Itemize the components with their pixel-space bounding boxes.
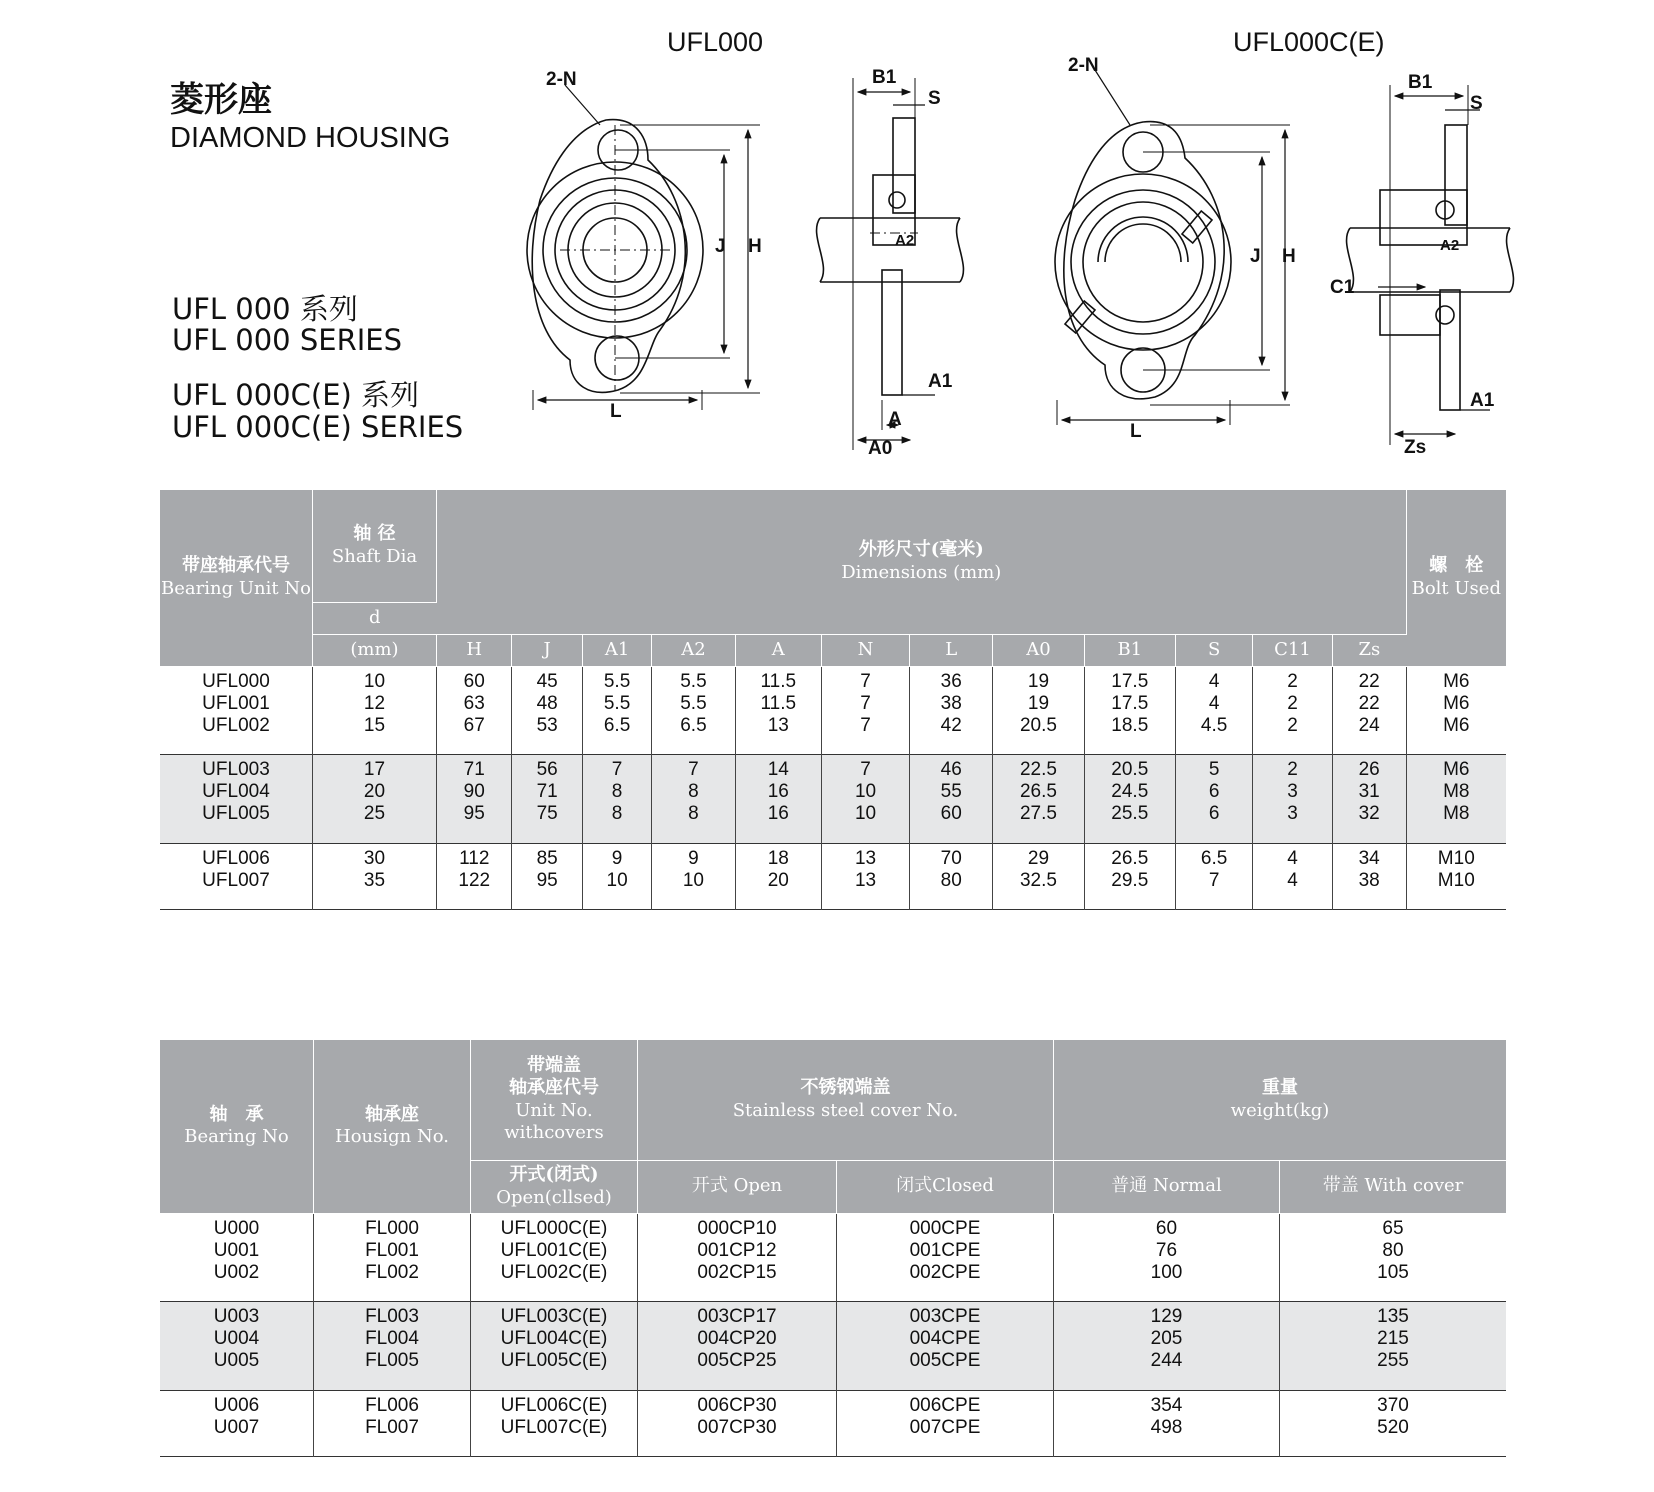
table-cell: 5 6 6: [1175, 754, 1252, 843]
label-a2-left: A2: [895, 232, 915, 249]
label-b1-left: B1: [872, 67, 897, 88]
table-cell: 370 520: [1377, 1394, 1409, 1438]
header-text: 轴 径: [353, 523, 396, 545]
col-cover-header: [638, 1040, 1054, 1160]
table-cell: UFL006 UFL007: [160, 843, 312, 909]
col-s: S: [1175, 634, 1252, 666]
label-a1-left: A1: [928, 371, 953, 392]
table-cell: 4 4: [1253, 843, 1332, 909]
col-bearing-header: [160, 1040, 314, 1213]
table-cell: 000CPE 001CPE 002CPE: [837, 1213, 1054, 1301]
table-cell: 56 71 75: [512, 754, 582, 843]
table-cell: 17.5 17.5 18.5: [1084, 666, 1175, 754]
header-text: Bolt Used: [1411, 577, 1501, 599]
diagram-title-ufl000ce: UFL000C(E): [1233, 27, 1385, 57]
col-h: H: [437, 634, 512, 666]
table-cell: 71 90 95: [437, 754, 512, 843]
table-cell: 18 20: [735, 843, 821, 909]
label-l-left: L: [610, 401, 622, 422]
table-cell: 9 10: [652, 843, 735, 909]
table-cell: 7 8 8: [652, 754, 735, 843]
covers-weights-table: [160, 1040, 1506, 1457]
table-cell: 17 20 25: [312, 754, 436, 843]
col-weight-header: [1054, 1040, 1507, 1160]
header-text: 轴承座: [365, 1103, 419, 1125]
col-a0: A0: [993, 634, 1084, 666]
table-cell: 26.5 29.5: [1084, 843, 1175, 909]
series-line-2: UFL 000 SERIES: [172, 323, 403, 357]
series-line-1: UFL 000 系列: [172, 292, 358, 326]
label-a1-right: A1: [1470, 390, 1495, 411]
label-2n-left: 2-N: [546, 69, 577, 90]
table-cell: 36 38 42: [910, 666, 993, 754]
technical-drawings: [0, 0, 1654, 470]
table-cell: UFL003 UFL004 UFL005: [160, 754, 312, 843]
header-text: Shaft Dia: [331, 545, 418, 567]
table-cell: 13 13: [821, 843, 909, 909]
label-s-right: S: [1470, 93, 1483, 114]
table-cell: 5.5 5.5 6.5: [652, 666, 735, 754]
col-unit-sub: [471, 1160, 638, 1213]
table-cell: 26 31 32: [1332, 754, 1406, 843]
label-s-left: S: [928, 88, 941, 109]
table-cell: 006CP30 007CP30: [638, 1390, 837, 1456]
table-cell: 34 38: [1332, 843, 1406, 909]
col-unit-header: [471, 1040, 638, 1160]
table-cell: 129 205 244: [1054, 1301, 1280, 1390]
col-a2: A2: [652, 634, 735, 666]
header-text: Bearing Unit No: [161, 577, 311, 599]
table-cell: UFL000 UFL001 UFL002: [160, 666, 312, 754]
label-zs-right: Zs: [1404, 437, 1427, 458]
table-cell: UFL006C(E) UFL007C(E): [471, 1390, 638, 1456]
header-text: 重量: [1262, 1077, 1298, 1099]
label-h-left: H: [748, 236, 762, 257]
table-cell: U000 U001 U002: [160, 1213, 314, 1301]
table-cell: 22.5 26.5 27.5: [993, 754, 1084, 843]
header-text: 螺 栓: [1429, 555, 1484, 577]
col-normal: 普通 Normal: [1054, 1160, 1280, 1213]
table-cell: UFL000C(E) UFL001C(E) UFL002C(E): [471, 1213, 638, 1301]
ufl000-side-view: [817, 78, 964, 450]
label-b1-right: B1: [1408, 72, 1433, 93]
col-housing-header: [314, 1040, 471, 1213]
table-cell: UFL003C(E) UFL004C(E) UFL005C(E): [471, 1301, 638, 1390]
col-a1: A1: [582, 634, 651, 666]
table-row: [160, 843, 1506, 909]
header-text: Open(cllsed): [496, 1186, 612, 1208]
header-text: 不锈钢端盖: [800, 1077, 891, 1099]
header-text: Bearing No: [184, 1126, 289, 1148]
table-cell: 20.5 24.5 25.5: [1084, 754, 1175, 843]
table-cell: 60 63 67: [437, 666, 512, 754]
header-text: Dimensions (mm): [841, 561, 1002, 583]
label-2n-right: 2-N: [1068, 55, 1099, 76]
header-text: Unit No. withcovers: [504, 1099, 604, 1144]
table-cell: 29 32.5: [993, 843, 1084, 909]
table-cell: 5.5 5.5 6.5: [582, 666, 651, 754]
col-shaft-header: [312, 490, 436, 602]
col-with-cover: 带盖 With cover: [1280, 1160, 1507, 1213]
label-a0-left: A0: [868, 438, 893, 459]
table-row: [160, 754, 1506, 843]
col-dimensions-header: [437, 490, 1407, 634]
table-cell: 003CPE 004CPE 005CPE: [837, 1301, 1054, 1390]
header-text: 带端盖 轴承座代号: [509, 1054, 599, 1099]
table-cell: M6 M8 M8: [1406, 754, 1506, 843]
table-cell: M10 M10: [1437, 847, 1475, 891]
table-row: [160, 1213, 1506, 1301]
diagram-title-ufl000: UFL000: [667, 27, 764, 57]
table-cell: 10 12 15: [312, 666, 436, 754]
table-cell: 2 2 2: [1253, 666, 1332, 754]
table-cell: 2 3 3: [1253, 754, 1332, 843]
header-text: 开式(闭式): [509, 1164, 599, 1185]
series-line-3: UFL 000C(E) 系列: [172, 378, 420, 412]
label-j-left: J: [715, 236, 726, 257]
table-cell: 7 10 10: [821, 754, 909, 843]
col-j: J: [512, 634, 582, 666]
label-l-right: L: [1130, 421, 1142, 442]
table-cell: FL006 FL007: [314, 1390, 471, 1456]
col-open: 开式 Open: [638, 1160, 837, 1213]
table-cell: 45 48 53: [512, 666, 582, 754]
col-shaft-unit: (mm): [312, 634, 436, 666]
header-text: weight(kg): [1230, 1099, 1330, 1121]
table-cell: 19 19 20.5: [993, 666, 1084, 754]
col-a: A: [735, 634, 821, 666]
col-bolt-header: [1406, 490, 1506, 666]
col-b1: B1: [1084, 634, 1175, 666]
table-cell: 14 16 16: [735, 754, 821, 843]
table-cell: M6 M6 M6: [1443, 670, 1470, 736]
table-cell: 003CP17 004CP20 005CP25: [638, 1301, 837, 1390]
table-cell: 30 35: [312, 843, 436, 909]
table-cell: 70 80: [910, 843, 993, 909]
col-closed: 闭式Closed: [837, 1160, 1054, 1213]
col-unit-header: [160, 490, 312, 666]
table-cell: 65 80 105: [1377, 1217, 1409, 1283]
header-text: 带座轴承代号: [181, 555, 290, 577]
table-cell: 006CPE 007CPE: [837, 1390, 1054, 1456]
title-chinese: 菱形座: [170, 80, 272, 120]
header-text: Housign No.: [335, 1126, 449, 1148]
table-cell: 22 22 24: [1332, 666, 1406, 754]
table-cell: 135 215 255: [1280, 1301, 1507, 1390]
table-cell: FL003 FL004 FL005: [314, 1301, 471, 1390]
header-text: 轴 承: [209, 1103, 264, 1125]
label-a2-right: A2: [1440, 237, 1460, 254]
table-cell: 7 8 8: [582, 754, 651, 843]
label-a-left: A: [888, 409, 902, 430]
table-cell: U003 U004 U005: [160, 1301, 314, 1390]
table-cell: 85 95: [512, 843, 582, 909]
dimensions-table: [160, 490, 1506, 910]
col-zs: Zs: [1332, 634, 1406, 666]
series-line-4: UFL 000C(E) SERIES: [172, 410, 464, 444]
title-english: DIAMOND HOUSING: [170, 122, 451, 154]
header-text: 外形尺寸(毫米): [858, 539, 984, 561]
table-cell: 4 4 4.5: [1175, 666, 1252, 754]
col-l: L: [910, 634, 993, 666]
table-cell: 7 7 7: [821, 666, 909, 754]
table-cell: 46 55 60: [910, 754, 993, 843]
table-cell: 11.5 11.5 13: [735, 666, 821, 754]
table-cell: 6.5 7: [1175, 843, 1252, 909]
table-cell: FL000 FL001 FL002: [314, 1213, 471, 1301]
header-text: Stainless steel cover No.: [732, 1099, 959, 1121]
table-row: [160, 1390, 1506, 1456]
col-c11: C11: [1253, 634, 1332, 666]
label-h-right: H: [1282, 246, 1296, 267]
table-row: [160, 666, 1506, 754]
label-c1-right: C1: [1330, 277, 1355, 298]
table-cell: 112 122: [437, 843, 512, 909]
table-cell: 354 498: [1054, 1390, 1280, 1456]
table-row: [160, 1301, 1506, 1390]
table-cell: 60 76 100: [1054, 1213, 1280, 1301]
col-shaft-d: d: [312, 602, 436, 634]
table-cell: 000CP10 001CP12 002CP15: [638, 1213, 837, 1301]
table-cell: 9 10: [582, 843, 651, 909]
col-n: N: [821, 634, 909, 666]
label-j-right: J: [1250, 246, 1261, 267]
table-cell: U006 U007: [160, 1390, 314, 1456]
